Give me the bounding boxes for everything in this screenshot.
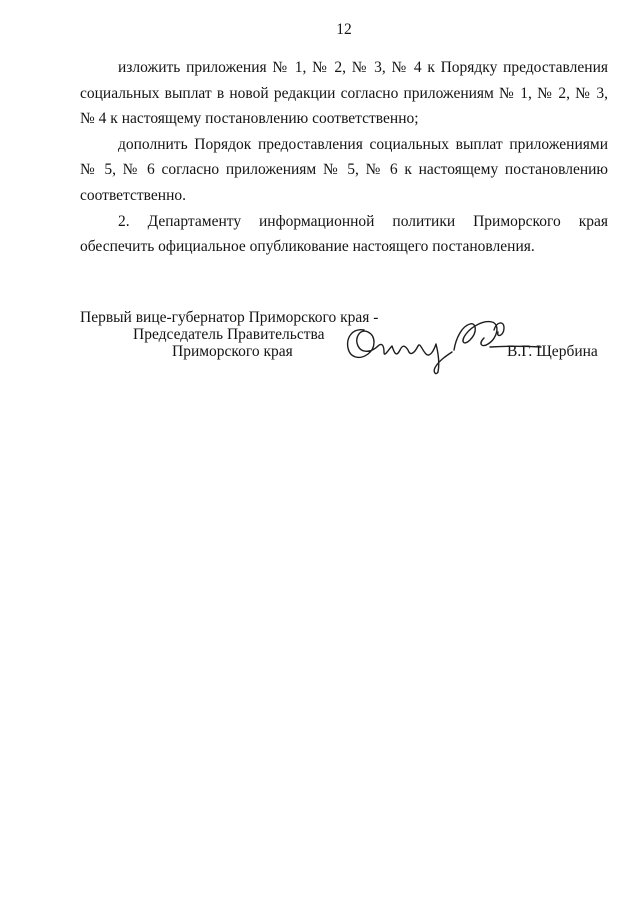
- signatory-title-line-3: Приморского края: [172, 343, 293, 360]
- signatory-title: [80, 309, 378, 360]
- paragraph-1-line-1: изложить приложения № 1, № 2, № 3, № 4 к Порядку предоставления: [118, 59, 608, 76]
- signatory-name: В.Г. Щербина: [507, 343, 598, 360]
- paragraph-1-line-2: социальных выплат в новой редакции согласно приложениям № 1, № 2, № 3,: [80, 84, 608, 102]
- signatory-title-line-1: Первый вице-губернатор Приморского края -: [80, 309, 379, 326]
- paragraph-3-line-2: обеспечить официальное опубликование настоящего постановления.: [80, 238, 535, 256]
- paragraph-1-line-3: № 4 к настоящему постановлению соответственно;: [80, 110, 419, 128]
- paragraph-2-line-2: № 5, № 6 согласно приложениям № 5, № 6 к настоящему постановлению: [80, 161, 608, 179]
- signatory-title-line-2: Председатель Правительства: [133, 326, 325, 343]
- page-number: 12: [336, 21, 352, 38]
- document-body: [80, 55, 608, 260]
- paragraph-2-line-1: дополнить Порядок предоставления социальных выплат приложениями: [118, 135, 608, 153]
- paragraph-3-line-1: 2. Департаменту информационной политики Приморского края: [118, 212, 608, 230]
- paragraph-2-line-3: соответственно.: [80, 186, 186, 204]
